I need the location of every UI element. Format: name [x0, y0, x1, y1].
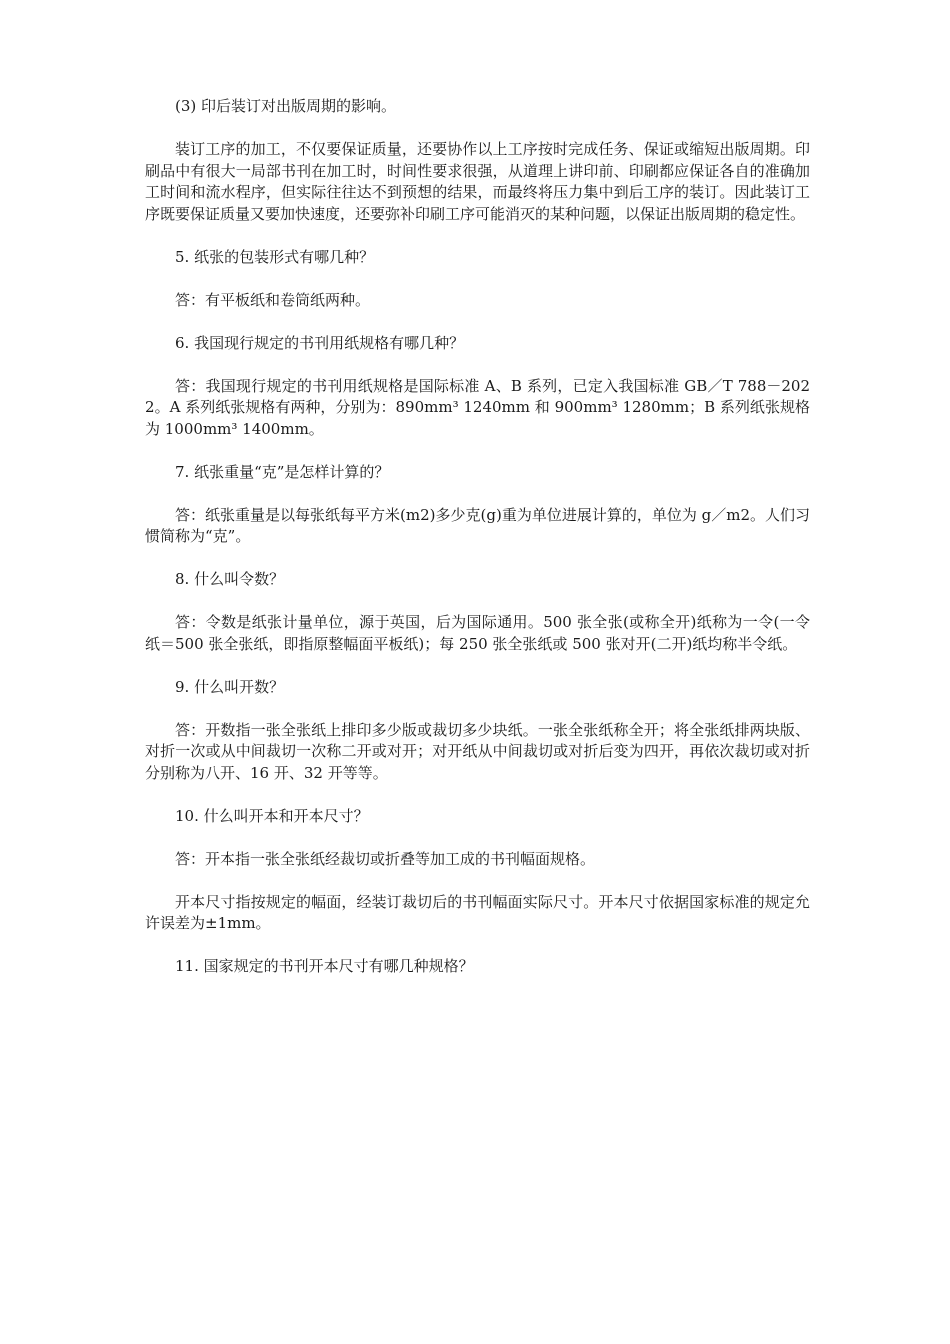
- answer-6: 答：我国现行规定的书刊用纸规格是国际标准 A、B 系列，已定入我国标准 GB／T 788－2022。A 系列纸张规格有两种，分别为：890mm³ 1240mm 和 900mm³ 1280mm；B 系列纸张规格为 1000mm³ 1400mm。: [145, 376, 810, 438]
- answer-9: 答：开数指一张全张纸上排印多少版或裁切多少块纸。一张全张纸称全开；将全张纸排两块版、对折一次或从中间裁切一次称二开或对开；对开纸从中间裁切或对折后变为四开，再依次裁切或对折分别称为八开、16 开、32 开等等。: [145, 720, 810, 782]
- answer-5: 答：有平板纸和卷筒纸两种。: [175, 290, 371, 309]
- section-heading-post-press-binding: (3) 印后装订对出版周期的影响。: [175, 97, 397, 115]
- answer-10-part-2: 开本尺寸指按规定的幅面，经装订裁切后的书刊幅面实际尺寸。开本尺寸依据国家标准的规定允许误差为±1mm。: [145, 892, 810, 932]
- paragraph-binding-process: 装订工序的加工，不仅要保证质量，还要协作以上工序按时完成任务、保证或缩短出版周期。印刷品中有很大一局部书刊在加工时，时间性要求很强，从道理上讲印前、印刷都应保证各自的准确加工时间和流水程序，但实际往往达不到预想的结果，而最终将压力集中到后工序的装订。因此装订工序既要保证质量又要加快速度，还要弥补印刷工序可能消灭的某种问题，以保证出版周期的稳定性。: [145, 140, 810, 223]
- question-6: 6. 我国现行规定的书刊用纸规格有哪几种？: [175, 333, 465, 352]
- answer-7: 答：纸张重量是以每张纸每平方米(m2)多少克(g)重为单位进展计算的，单位为 g／m2。人们习惯简称为“克”。: [145, 505, 810, 545]
- question-8: 8. 什么叫令数？: [175, 570, 285, 588]
- question-7: 7. 纸张重量“克”是怎样计算的？: [175, 462, 390, 481]
- question-9: 9. 什么叫开数？: [175, 677, 285, 696]
- answer-10-part-1: 答：开本指一张全张纸经裁切或折叠等加工成的书刊幅面规格。: [175, 849, 596, 868]
- answer-8: 答：令数是纸张计量单位，源于英国，后为国际通用。500 张全张(或称全开)纸称为一令(一令纸＝500 张全张纸，即指原整幅面平板纸)；每 250 张全张纸或 500 张对开(二开)纸均称半令纸。: [145, 613, 810, 653]
- question-5: 5. 纸张的包装形式有哪几种？: [175, 247, 375, 266]
- document-page: [145, 96, 810, 999]
- question-10: 10. 什么叫开本和开本尺寸？: [175, 806, 369, 825]
- question-11: 11. 国家规定的书刊开本尺寸有哪几种规格？: [175, 957, 474, 975]
